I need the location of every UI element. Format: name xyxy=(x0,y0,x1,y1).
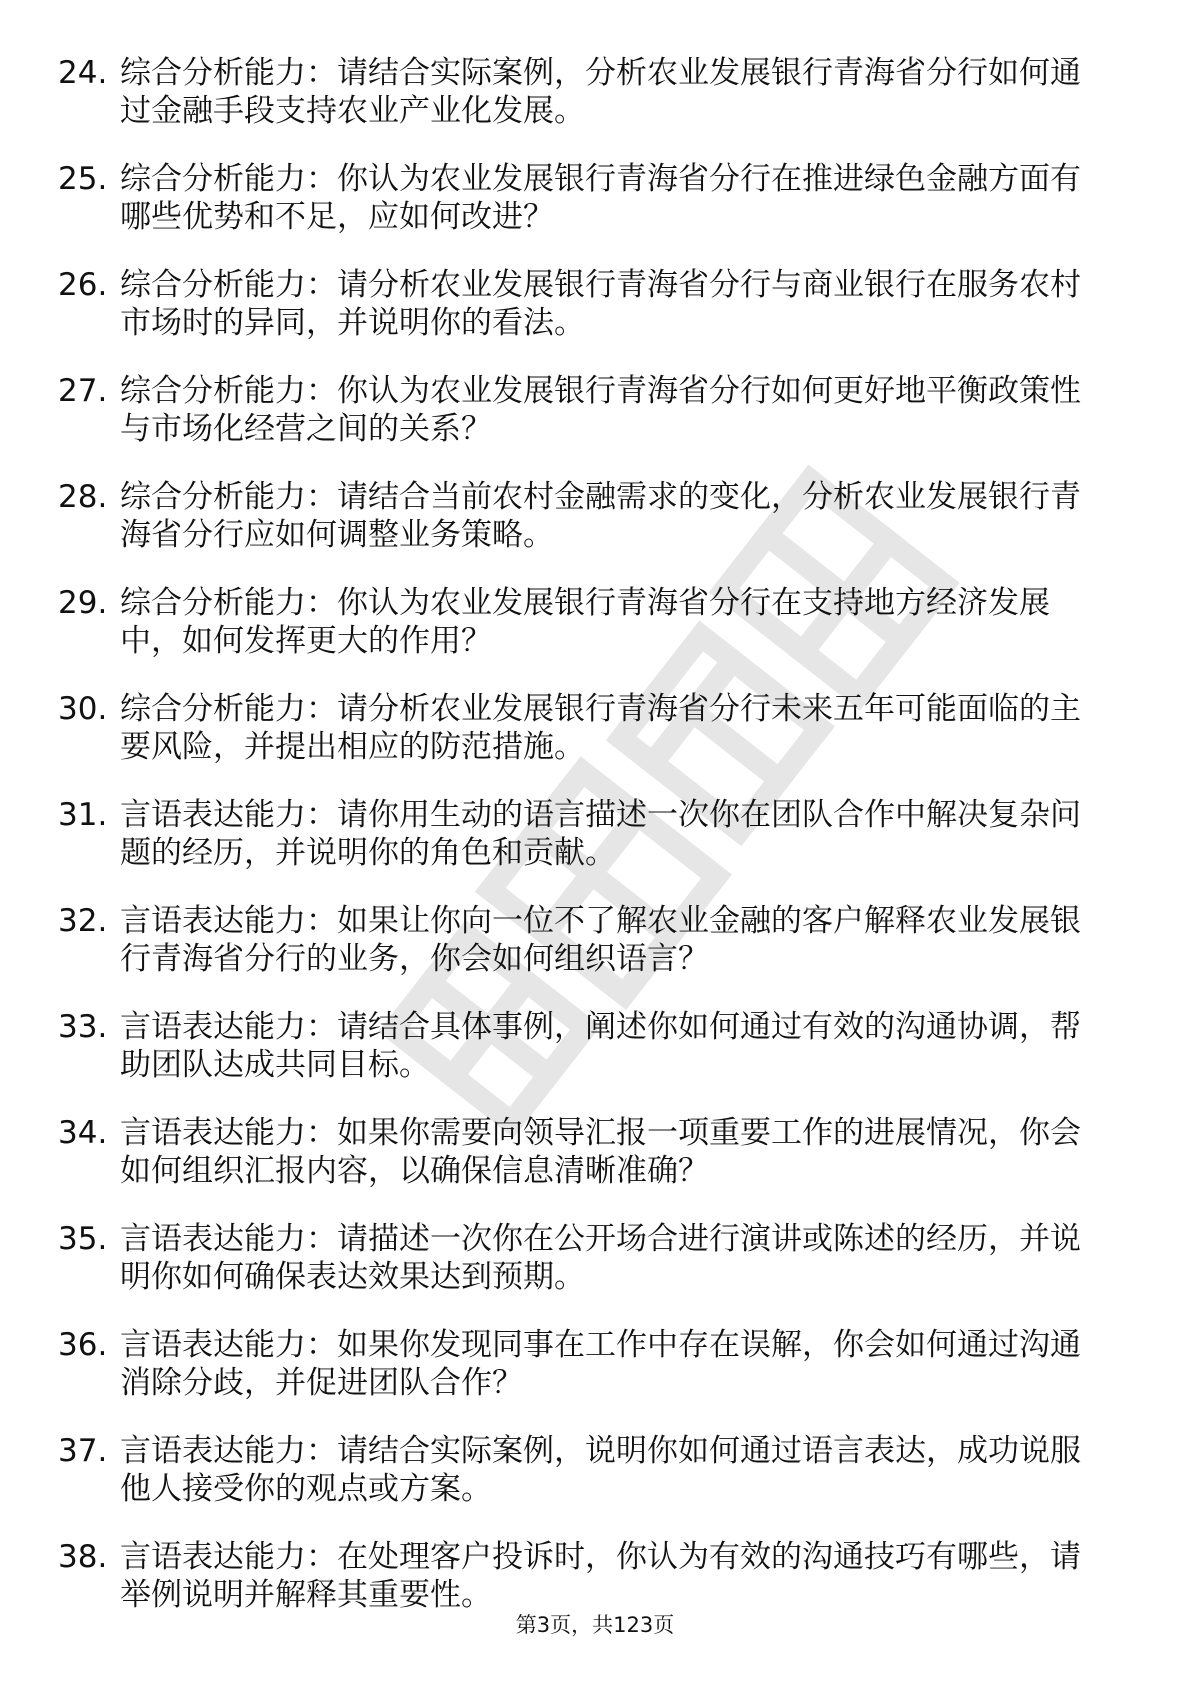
question-number: 31. xyxy=(58,797,108,833)
question-separator: ： xyxy=(306,267,337,303)
question-body xyxy=(120,584,1108,660)
question-item-31 xyxy=(58,796,1108,872)
question-number: 38. xyxy=(58,1539,108,1575)
question-category: 综合分析能力 xyxy=(120,373,306,409)
question-separator: ： xyxy=(306,585,337,621)
question-item-26 xyxy=(58,266,1108,342)
question-number: 33. xyxy=(58,1009,108,1045)
question-separator: ： xyxy=(306,1327,337,1363)
question-item-30 xyxy=(58,690,1108,766)
question-text: 请结合实际案例，说明你如何通过语言表达，成功说服他人接受你的观点或方案。 xyxy=(120,1433,1081,1507)
question-text: 你认为农业发展银行青海省分行在推进绿色金融方面有哪些优势和不足，应如何改进？ xyxy=(120,161,1081,235)
question-number: 28. xyxy=(58,479,108,515)
question-list xyxy=(58,54,1108,1644)
question-item-27 xyxy=(58,372,1108,448)
question-number: 27. xyxy=(58,373,108,409)
question-body xyxy=(120,1008,1108,1084)
question-separator: ： xyxy=(306,1115,337,1151)
question-number: 35. xyxy=(58,1221,108,1257)
question-separator: ： xyxy=(306,797,337,833)
question-category: 言语表达能力 xyxy=(120,1221,306,1257)
question-item-35 xyxy=(58,1220,1108,1296)
question-body xyxy=(120,478,1108,554)
question-body xyxy=(120,902,1108,978)
question-separator: ： xyxy=(306,161,337,197)
question-text: 你认为农业发展银行青海省分行在支持地方经济发展中，如何发挥更大的作用？ xyxy=(120,585,1050,659)
question-category: 言语表达能力 xyxy=(120,1009,306,1045)
question-text: 请你用生动的语言描述一次你在团队合作中解决复杂问题的经历，并说明你的角色和贡献。 xyxy=(120,797,1081,871)
question-category: 综合分析能力 xyxy=(120,267,306,303)
question-text: 如果你发现同事在工作中存在误解，你会如何通过沟通消除分歧，并促进团队合作？ xyxy=(120,1327,1081,1401)
question-number: 25. xyxy=(58,161,108,197)
question-number: 29. xyxy=(58,585,108,621)
question-separator: ： xyxy=(306,55,337,91)
question-body xyxy=(120,372,1108,448)
question-number: 32. xyxy=(58,903,108,939)
question-text: 如果让你向一位不了解农业金融的客户解释农业发展银行青海省分行的业务，你会如何组织语言？ xyxy=(120,903,1081,977)
question-number: 30. xyxy=(58,691,108,727)
question-body xyxy=(120,690,1108,766)
question-item-24 xyxy=(58,54,1108,130)
question-category: 综合分析能力 xyxy=(120,691,306,727)
question-body xyxy=(120,266,1108,342)
question-number: 24. xyxy=(58,55,108,91)
question-number: 37. xyxy=(58,1433,108,1469)
question-separator: ： xyxy=(306,691,337,727)
page-number-footer: 第3页，共123页 xyxy=(515,1613,675,1637)
question-category: 综合分析能力 xyxy=(120,55,306,91)
question-category: 言语表达能力 xyxy=(120,1433,306,1469)
question-item-37 xyxy=(58,1432,1108,1508)
question-body xyxy=(120,160,1108,236)
question-separator: ： xyxy=(306,373,337,409)
question-text: 你认为农业发展银行青海省分行如何更好地平衡政策性与市场化经营之间的关系？ xyxy=(120,373,1081,447)
question-category: 言语表达能力 xyxy=(120,1539,306,1575)
question-separator: ： xyxy=(306,903,337,939)
question-text: 请描述一次你在公开场合进行演讲或陈述的经历，并说明你如何确保表达效果达到预期。 xyxy=(120,1221,1081,1295)
question-category: 综合分析能力 xyxy=(120,479,306,515)
question-text: 在处理客户投诉时，你认为有效的沟通技巧有哪些，请举例说明并解释其重要性。 xyxy=(120,1539,1081,1613)
question-body xyxy=(120,796,1108,872)
question-category: 言语表达能力 xyxy=(120,903,306,939)
question-text: 如果你需要向领导汇报一项重要工作的进展情况，你会如何组织汇报内容，以确保信息清晰准确？ xyxy=(120,1115,1081,1189)
question-category: 言语表达能力 xyxy=(120,1327,306,1363)
question-item-38 xyxy=(58,1538,1108,1614)
question-item-32 xyxy=(58,902,1108,978)
question-text: 请分析农业发展银行青海省分行与商业银行在服务农村市场时的异同，并说明你的看法。 xyxy=(120,267,1081,341)
question-separator: ： xyxy=(306,1009,337,1045)
question-item-29 xyxy=(58,584,1108,660)
question-body xyxy=(120,1114,1108,1190)
question-separator: ： xyxy=(306,1539,337,1575)
question-item-28 xyxy=(58,478,1108,554)
question-category: 综合分析能力 xyxy=(120,161,306,197)
question-text: 请结合当前农村金融需求的变化，分析农业发展银行青海省分行应如何调整业务策略。 xyxy=(120,479,1081,553)
question-item-36 xyxy=(58,1326,1108,1402)
question-category: 综合分析能力 xyxy=(120,585,306,621)
question-category: 言语表达能力 xyxy=(120,1115,306,1151)
question-text: 请结合具体事例，阐述你如何通过有效的沟通协调，帮助团队达成共同目标。 xyxy=(120,1009,1081,1083)
question-body xyxy=(120,1326,1108,1402)
question-number: 34. xyxy=(58,1115,108,1151)
question-category: 言语表达能力 xyxy=(120,797,306,833)
question-item-33 xyxy=(58,1008,1108,1084)
question-text: 请结合实际案例，分析农业发展银行青海省分行如何通过金融手段支持农业产业化发展。 xyxy=(120,55,1081,129)
question-separator: ： xyxy=(306,1433,337,1469)
question-number: 26. xyxy=(58,267,108,303)
question-text: 请分析农业发展银行青海省分行未来五年可能面临的主要风险，并提出相应的防范措施。 xyxy=(120,691,1081,765)
question-separator: ： xyxy=(306,1221,337,1257)
question-number: 36. xyxy=(58,1327,108,1363)
question-body xyxy=(120,1538,1108,1614)
question-body xyxy=(120,1432,1108,1508)
question-body xyxy=(120,54,1108,130)
question-body xyxy=(120,1220,1108,1296)
question-item-25 xyxy=(58,160,1108,236)
question-separator: ： xyxy=(306,479,337,515)
question-item-34 xyxy=(58,1114,1108,1190)
